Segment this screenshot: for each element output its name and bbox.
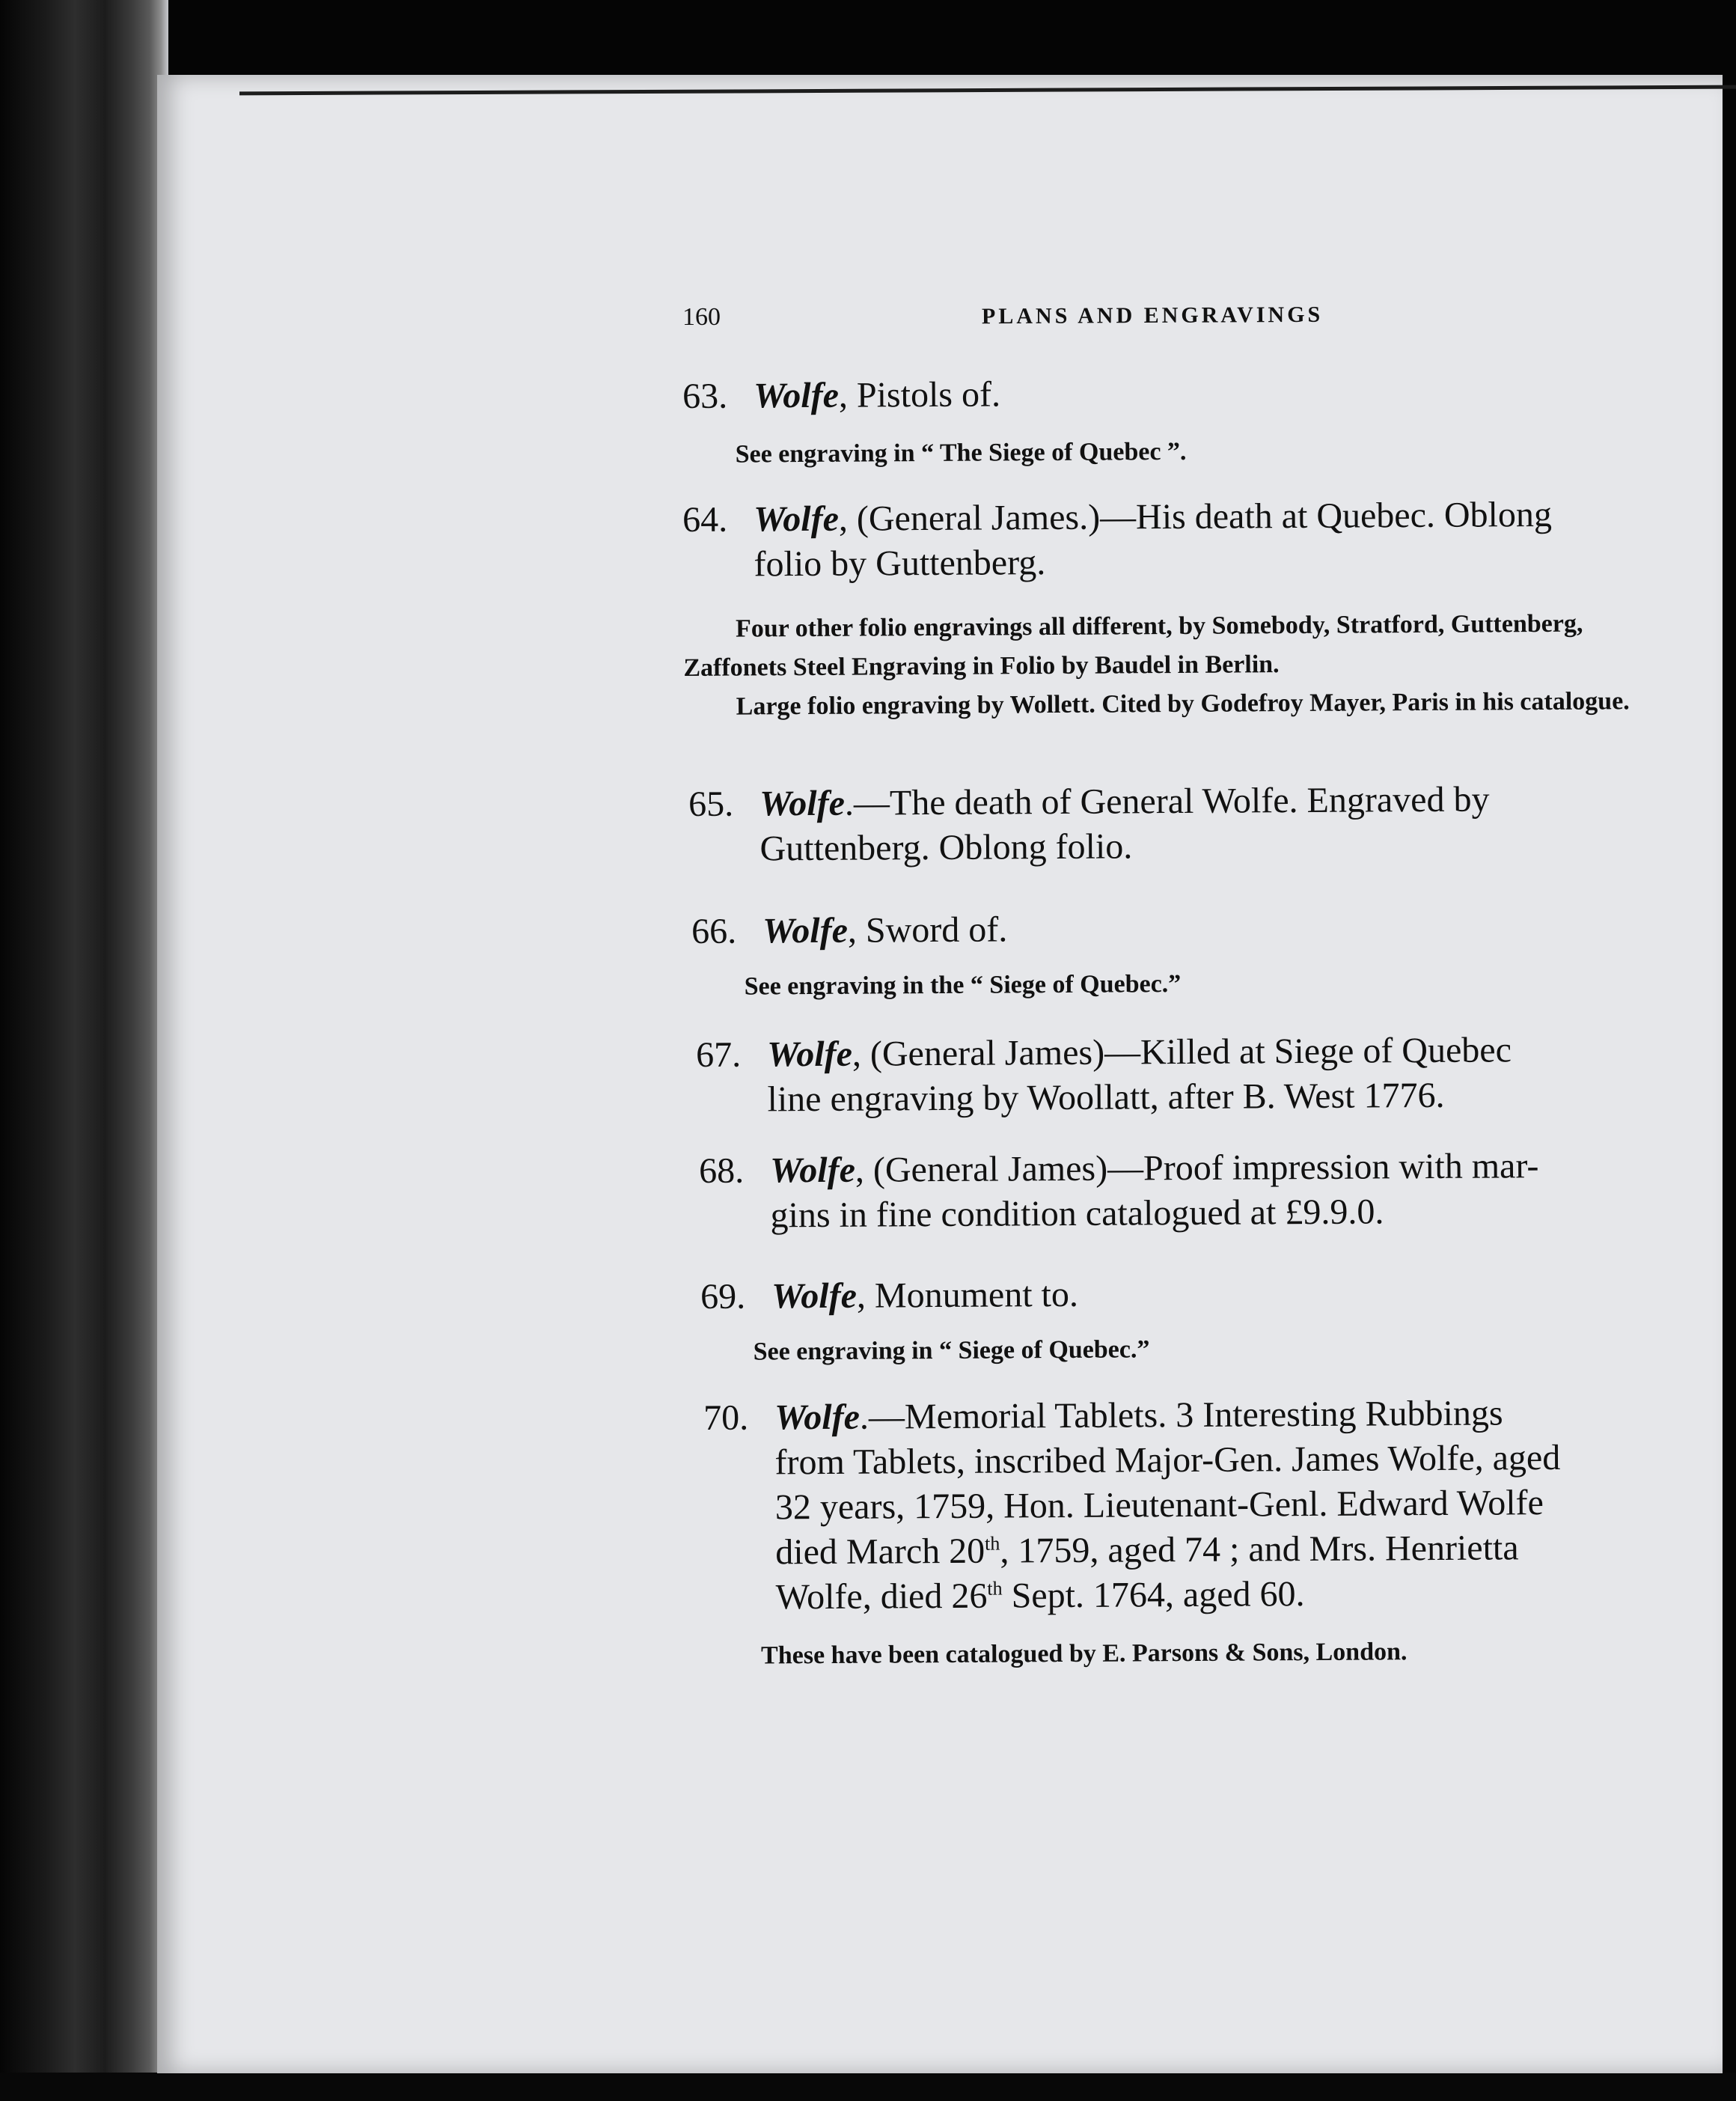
entry-subject: Wolfe (760, 783, 846, 824)
entry-text-continued: Guttenberg. Oblong folio. (760, 826, 1133, 869)
entry-note: These have been catalogued by E. Parsons & Sons, London. (761, 1638, 1408, 1670)
catalog-entry-68 (699, 1143, 1650, 1239)
entry-text-continued: gins in fine condition catalogued at £9.9.0. (770, 1192, 1384, 1236)
entry-subject: Wolfe (771, 1275, 858, 1317)
catalog-entry-63 (682, 368, 1633, 475)
entry-text: .—The death of General Wolfe. Engraved by (844, 779, 1490, 823)
catalog-entry-64 (682, 492, 1634, 727)
entry-number: 63. (682, 376, 728, 416)
entry-number: 67. (696, 1034, 742, 1075)
catalog-entry-66 (691, 903, 1642, 1007)
catalog-entry-65 (688, 776, 1639, 872)
entry-text: , (General James)—Killed at Siege of Quebec (852, 1030, 1512, 1074)
catalog-entry-70 (703, 1390, 1655, 1676)
entry-note: See engraving in “ The Siege of Quebec ”. (735, 437, 1187, 469)
entry-number: 65. (688, 784, 734, 824)
superscript: th (985, 1532, 1000, 1555)
running-title: PLANS AND ENGRAVINGS (981, 302, 1324, 329)
entry-number: 66. (691, 911, 737, 951)
superscript: th (987, 1577, 1003, 1600)
entry-subject: Wolfe (767, 1034, 853, 1075)
entry-text: Wolfe, died 26 (775, 1576, 988, 1617)
entry-text: , Sword of. (847, 909, 1008, 951)
catalog-entry-69 (700, 1269, 1651, 1372)
entry-subject: Wolfe (754, 375, 840, 416)
entry-subject: Wolfe (774, 1397, 861, 1438)
entry-text: , (General James)—Proof impression with mar- (855, 1146, 1539, 1190)
entry-text-continued: 32 years, 1759, Hon. Lieutenant-Genl. Edward Wolfe (774, 1483, 1544, 1528)
entry-text: died March 20 (775, 1531, 985, 1573)
entry-number: 69. (700, 1276, 746, 1317)
entry-subject: Wolfe (762, 910, 849, 951)
entry-text-continued: from Tablets, inscribed Major-Gen. James Wolfe, aged (774, 1438, 1561, 1483)
entry-text: Sept. 1764, aged 60. (1002, 1574, 1305, 1616)
page-number: 160 (682, 303, 721, 331)
entry-text: , 1759, aged 74 ; and Mrs. Henrietta (1000, 1528, 1519, 1571)
entry-text-continued: folio by Guttenberg. (754, 543, 1046, 585)
entry-text-continued (704, 1570, 1654, 1620)
entry-note: See engraving in “ Siege of Quebec.” (753, 1335, 1150, 1366)
entry-note: Large folio engraving by Wollett. Cited by Godefroy Mayer, Paris in his catalogue. (736, 687, 1630, 721)
entry-text: , (General James.)—His death at Quebec. Oblong (838, 494, 1553, 539)
entry-note: See engraving in the “ Siege of Quebec.” (744, 970, 1182, 1001)
entry-text-continued: line engraving by Woollatt, after B. West 1776. (767, 1075, 1445, 1120)
entry-number: 68. (699, 1150, 745, 1191)
entry-number: 70. (703, 1397, 749, 1438)
entry-text-continued (704, 1525, 1654, 1576)
entry-number: 64. (682, 499, 728, 540)
entry-text: .—Memorial Tablets. 3 Interesting Rubbings (859, 1393, 1503, 1437)
entry-subject: Wolfe (770, 1150, 856, 1191)
entry-subject: Wolfe (754, 498, 840, 540)
entry-text: , Monument to. (856, 1274, 1079, 1316)
entry-note: Four other folio engravings all different, by Somebody, Stratford, Guttenberg, Zaffonets Steel Engraving in Folio by Baudel in Berlin. (683, 609, 1583, 682)
entry-text: , Pistols of. (838, 374, 1001, 415)
catalog-entry-67 (696, 1027, 1647, 1123)
